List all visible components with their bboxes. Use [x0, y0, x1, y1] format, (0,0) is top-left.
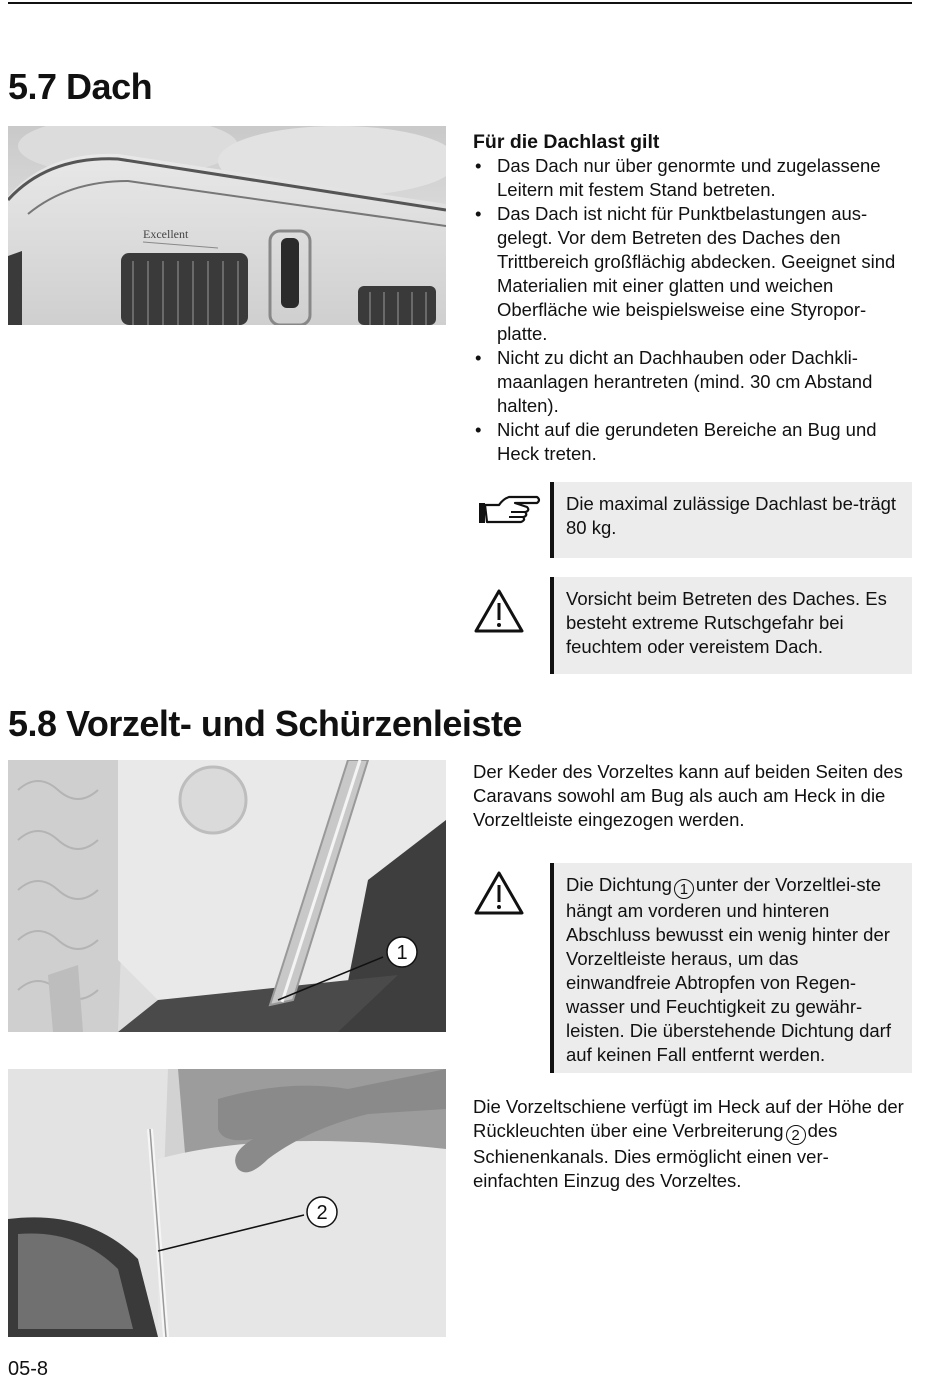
- rail-text-b: des Schienenkanals. Dies ermöglicht einen ver-einfachten Einzug des Vorzeltes.: [473, 1120, 838, 1191]
- warning-triangle-icon: [473, 588, 525, 639]
- seal-warning-text-a: Die Dichtung: [566, 874, 672, 895]
- list-item: • Nicht zu dicht an Dachhauben oder Dachkli-maanlagen herantreten (mind. 30 cm Abstand halten).: [473, 346, 913, 418]
- awning-rail-photo: [8, 760, 446, 1032]
- awning-rail-paragraph: [473, 1095, 913, 1193]
- section-title-awning: 5.8 Vorzelt- und Schürzenleiste: [8, 703, 522, 744]
- list-item: • Nicht auf die gerundeten Bereiche an Bug und Heck treten.: [473, 418, 913, 466]
- rail-text-a: Die Vorzeltschiene verfügt im Heck auf der Höhe der Rückleuchten über eine Verbreiterung: [473, 1096, 904, 1141]
- callout-marker-1: 1: [674, 879, 694, 899]
- rear-rail-photo: [8, 1069, 446, 1337]
- awning-intro: Der Keder des Vorzeltes kann auf beiden Seiten des Caravans sowohl am Bug als auch am Heck in die Vorzeltleiste eingezogen werden.: [473, 761, 903, 830]
- seal-warning-text-b: unter der Vorzeltlei-ste hängt am vorderen und hinteren Abschluss bewusst ein wenig hinter der Vorzeltleiste heraus, um das einwandfreie Abtropfen von Regen-wasser und Feuchtigkeit zu gewähr-leisten. Die überstehende Dichtung darf auf keinen Fall entfernt werden.: [566, 874, 891, 1065]
- roof-load-block: [473, 130, 913, 466]
- callout-1: 1: [396, 942, 408, 964]
- list-item: • Das Dach ist nicht für Punktbelastungen aus-gelegt. Vor dem Betreten des Daches den Trittbereich großflächig abdecken. Geeignet sind Materialien mit einer glatten und weichen Oberfläche wie beispielsweise eine Styropor-platte.: [473, 202, 913, 346]
- list-item: • Das Dach nur über genormte und zugelassene Leitern mit festem Stand betreten.: [473, 154, 913, 202]
- callout-marker-2: 2: [786, 1125, 806, 1145]
- warning-triangle-icon: [473, 870, 525, 921]
- section-title-roof: 5.7 Dach: [8, 66, 153, 107]
- roof-load-list: [473, 154, 913, 466]
- roof-load-subhead: Für die Dachlast gilt: [473, 131, 660, 153]
- roof-load-note: Die maximal zulässige Dachlast be-trägt 80 kg.: [550, 482, 912, 558]
- seal-warning-note: [550, 863, 912, 1073]
- brand-label: Excellent: [143, 227, 189, 241]
- caravan-roof-photo: [8, 126, 446, 325]
- roof-warning-note: Vorsicht beim Betreten des Daches. Es besteht extreme Rutschgefahr bei feuchtem oder vereistem Dach.: [550, 577, 912, 674]
- top-rule: [8, 2, 912, 4]
- pointing-hand-icon: [477, 493, 541, 534]
- page-number: 05-8: [8, 1358, 49, 1380]
- callout-2: 2: [316, 1202, 328, 1224]
